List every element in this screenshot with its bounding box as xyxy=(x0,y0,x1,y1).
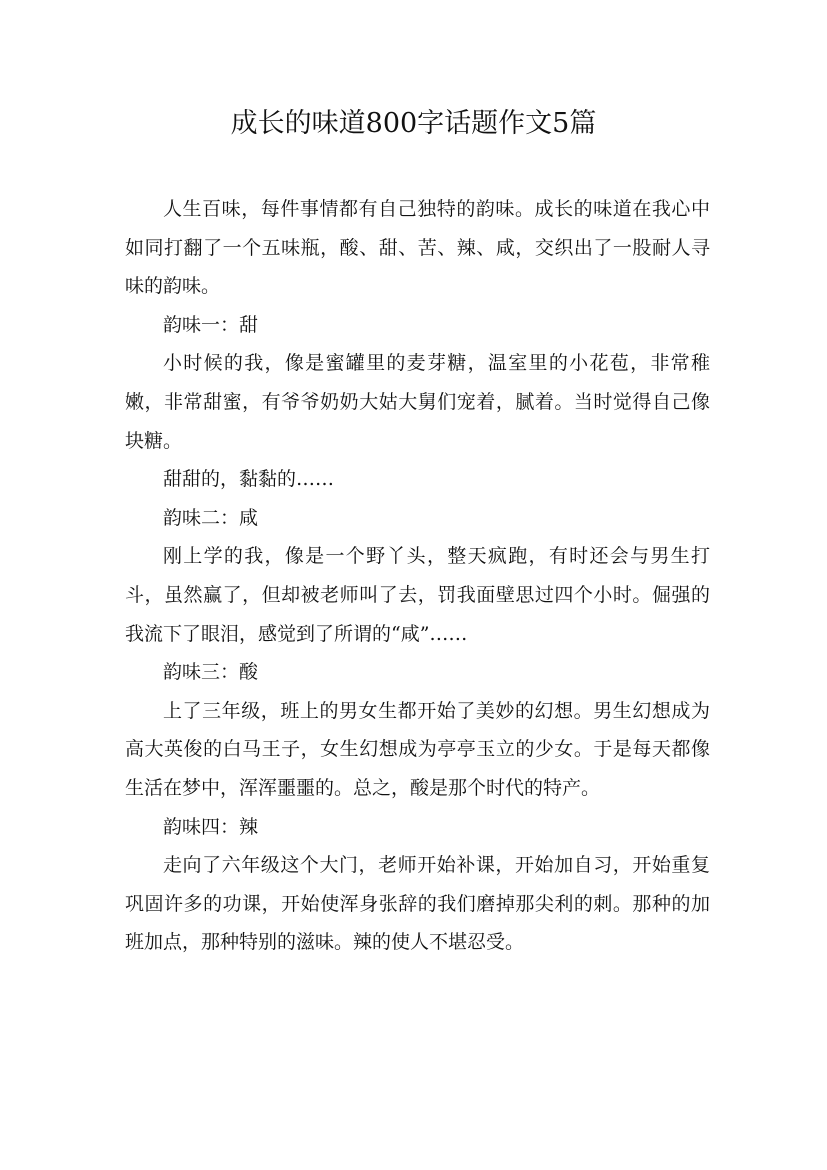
paragraph-salty: 刚上学的我，像是一个野丫头，整天疯跑，有时还会与男生打斗，虽然赢了，但却被老师叫了去，罚我面壁思过四个小时。倔强的我流下了眼泪，感觉到了所谓的“咸”…… xyxy=(125,545,710,645)
document-title: 成长的味道800字话题作文5篇 xyxy=(230,108,597,139)
section-heading-salty: 韵味二：咸 xyxy=(163,506,259,529)
paragraph-sweet: 小时候的我，像是蜜罐里的麦芽糖，温室里的小花苞，非常稚嫩，非常甜蜜，有爷爷奶奶大姑大舅们宠着，腻着。当时觉得自己像块糖。 xyxy=(125,352,710,452)
document-body xyxy=(125,190,710,962)
paragraph-sour: 上了三年级，班上的男女生都开始了美妙的幻想。男生幻想成为高大英俊的白马王子，女生幻想成为亭亭玉立的少女。于是每天都像生活在梦中，浑浑噩噩的。总之，酸是那个时代的特产。 xyxy=(125,699,710,799)
section-heading-sweet: 韵味一：甜 xyxy=(163,313,259,336)
section-heading-spicy: 韵味四：辣 xyxy=(163,815,259,838)
section-heading-sour: 韵味三：酸 xyxy=(163,661,259,684)
paragraph-spicy: 走向了六年级这个大门，老师开始补课，开始加自习，开始重复巩固许多的功课，开始使浑身张辞的我们磨掉那尖利的刺。那种的加班加点，那种特别的滋味。辣的使人不堪忍受。 xyxy=(125,854,710,954)
paragraph-intro: 人生百味，每件事情都有自己独特的韵味。成长的味道在我心中如同打翻了一个五味瓶，酸、甜、苦、辣、咸，交织出了一股耐人寻味的韵味。 xyxy=(125,198,710,298)
paragraph-sweet-end: 甜甜的，黏黏的…… xyxy=(163,468,335,491)
